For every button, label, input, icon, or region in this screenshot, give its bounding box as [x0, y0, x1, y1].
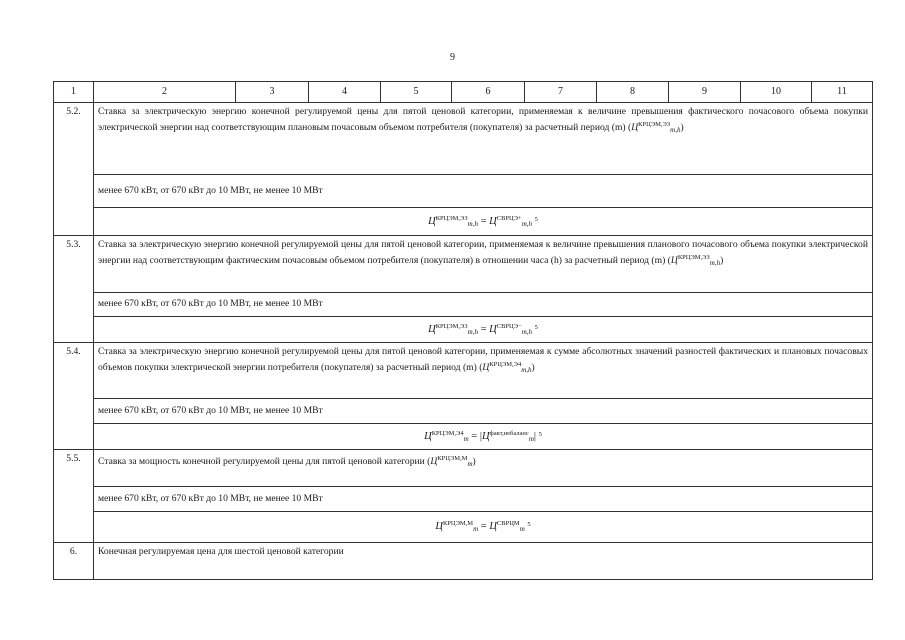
symbol-letter: Ц — [631, 121, 639, 133]
symbol-subscript: m — [519, 525, 525, 534]
row-description: Конечная регулируемая цена для шестой ценовой категории — [94, 543, 873, 580]
condition-row — [54, 487, 873, 512]
symbol-letter: Ц — [424, 430, 432, 442]
description-end: ) — [531, 361, 535, 373]
formula-row — [54, 317, 873, 343]
power-condition: менее 670 кВт, от 670 кВт до 10 МВт, не менее 10 МВт — [94, 487, 873, 512]
column-header: 11 — [812, 82, 873, 103]
column-header: 3 — [236, 82, 309, 103]
symbol-subscript: m,h — [670, 125, 681, 134]
description-end: ) — [472, 456, 476, 467]
symbol-letter: Ц — [489, 215, 497, 227]
table-row — [54, 343, 873, 399]
column-header: 8 — [597, 82, 669, 103]
symbol-subscript: m,h — [709, 258, 721, 267]
formula — [94, 317, 873, 343]
column-header: 5 — [381, 82, 452, 103]
symbol-letter: Ц — [430, 456, 438, 467]
formula-operator: = | — [468, 430, 482, 442]
footnote-mark: 5 — [538, 430, 542, 438]
formula — [94, 424, 873, 450]
row-description — [94, 450, 873, 487]
column-header: 6 — [452, 82, 525, 103]
symbol-subscript: m — [463, 434, 469, 443]
description-text: Ставка за электрическую энергию конечной регулируемой цены для пятой ценовой категории, применяемая к сумме абсолютных значений разностей фактических и плановых почасовых объемов покупки электрической энергии потребителя (покупателя) за расчетный период (m) ( — [98, 346, 868, 373]
symbol-letter: Ц — [435, 521, 443, 533]
symbol-subscript: m — [528, 434, 534, 443]
power-condition: менее 670 кВт, от 670 кВт до 10 МВт, не менее 10 МВт — [94, 175, 873, 208]
symbol-letter: Ц — [428, 323, 436, 335]
table-row — [54, 236, 873, 293]
symbol-letter: Ц — [489, 323, 497, 335]
column-header: 4 — [309, 82, 381, 103]
row-number: 5.4. — [54, 343, 94, 450]
symbol-subscript: m — [467, 460, 473, 468]
footnote-mark: 5 — [534, 323, 538, 331]
formula-row — [54, 512, 873, 543]
symbol-superscript: КРЦЭМ,М — [442, 520, 474, 528]
footnote-mark: 5 — [527, 521, 531, 529]
symbol-superscript: СВРЦЭ+ — [496, 214, 522, 222]
symbol-letter: Ц — [482, 361, 490, 373]
table-row — [54, 103, 873, 175]
row-number: 5.2. — [54, 103, 94, 236]
row-number: 5.5. — [54, 450, 94, 543]
power-condition: менее 670 кВт, от 670 кВт до 10 МВт, не менее 10 МВт — [94, 399, 873, 424]
column-header: 1 — [54, 82, 94, 103]
formula-row — [54, 208, 873, 236]
symbol-subscript: m,h — [521, 327, 532, 336]
condition-row — [54, 399, 873, 424]
symbol-superscript: КРЦЭМ,ЭЗ — [677, 253, 710, 261]
symbol-letter: Ц — [489, 521, 497, 533]
row-description — [94, 236, 873, 293]
row-number: 6. — [54, 543, 94, 580]
symbol-superscript: СВРЦМ — [496, 520, 520, 528]
symbol-subscript: m,h — [521, 365, 532, 374]
power-condition: менее 670 кВт, от 670 кВт до 10 МВт, не менее 10 МВт — [94, 293, 873, 317]
row-description — [94, 103, 873, 175]
formula-operator-close: | — [533, 430, 536, 442]
column-header: 2 — [94, 82, 236, 103]
condition-row — [54, 175, 873, 208]
formula-operator: = — [477, 323, 490, 335]
column-header: 10 — [741, 82, 812, 103]
symbol-subscript: m,h — [467, 327, 478, 336]
symbol-superscript: КРЦЭМ,ЭЗ — [435, 322, 468, 330]
description-text: Ставка за электрическую энергию конечной регулируемой цены для пятой ценовой категории, применяемая к величине превышения фактического почасового объема покупки электрической энергии над соответствующим плановым почасовым объемом потребителя (покупателя) за расчетный период (m) ( — [98, 106, 868, 133]
table-row — [54, 543, 873, 580]
formula — [94, 512, 873, 543]
symbol-letter: Ц — [428, 215, 436, 227]
description-end: ) — [680, 121, 684, 133]
page-number: 9 — [450, 52, 455, 63]
description-text: Ставка за мощность конечной регулируемой цены для пятой ценовой категории ( — [98, 456, 431, 467]
description-text: Ставка за электрическую энергию конечной регулируемой цены для пятой ценовой категории, применяемая к величине превышения планового почасового объема покупки электрической энергии над соответствующим фактическим почасовым объемом потребителя (покупателя) в отношении часа (h) за расчетный период (m) ( — [98, 239, 868, 266]
symbol-superscript: факт,небаланс — [489, 429, 529, 437]
condition-row — [54, 293, 873, 317]
symbol-letter: Ц — [670, 254, 678, 266]
formula-row — [54, 424, 873, 450]
column-header: 7 — [525, 82, 597, 103]
row-number: 5.3. — [54, 236, 94, 343]
price-table — [53, 81, 873, 580]
symbol-letter: Ц — [481, 430, 490, 442]
symbol-superscript: СВРЦЭ− — [496, 322, 522, 330]
formula-operator: = — [477, 215, 490, 227]
symbol-superscript: КРЦЭМ,ЭЗ — [435, 214, 468, 222]
footnote-mark: 5 — [534, 215, 538, 223]
symbol-superscript: КРЦЭМ,Э4 — [489, 360, 522, 368]
column-header: 9 — [669, 82, 741, 103]
formula-operator: = — [478, 521, 490, 533]
symbol-subscript: m — [473, 525, 479, 534]
row-description — [94, 343, 873, 399]
symbol-superscript: КРЦЭМ,ЭЗ — [638, 120, 671, 128]
symbol-superscript: КРЦЭМ,Э4 — [431, 429, 464, 437]
header-row — [54, 82, 873, 103]
symbol-subscript: m,h — [521, 219, 532, 228]
symbol-subscript: m,h — [467, 219, 478, 228]
description-end: ) — [720, 254, 724, 266]
formula — [94, 208, 873, 236]
symbol-superscript: КРЦЭМ,М — [437, 455, 468, 462]
table-row — [54, 450, 873, 487]
